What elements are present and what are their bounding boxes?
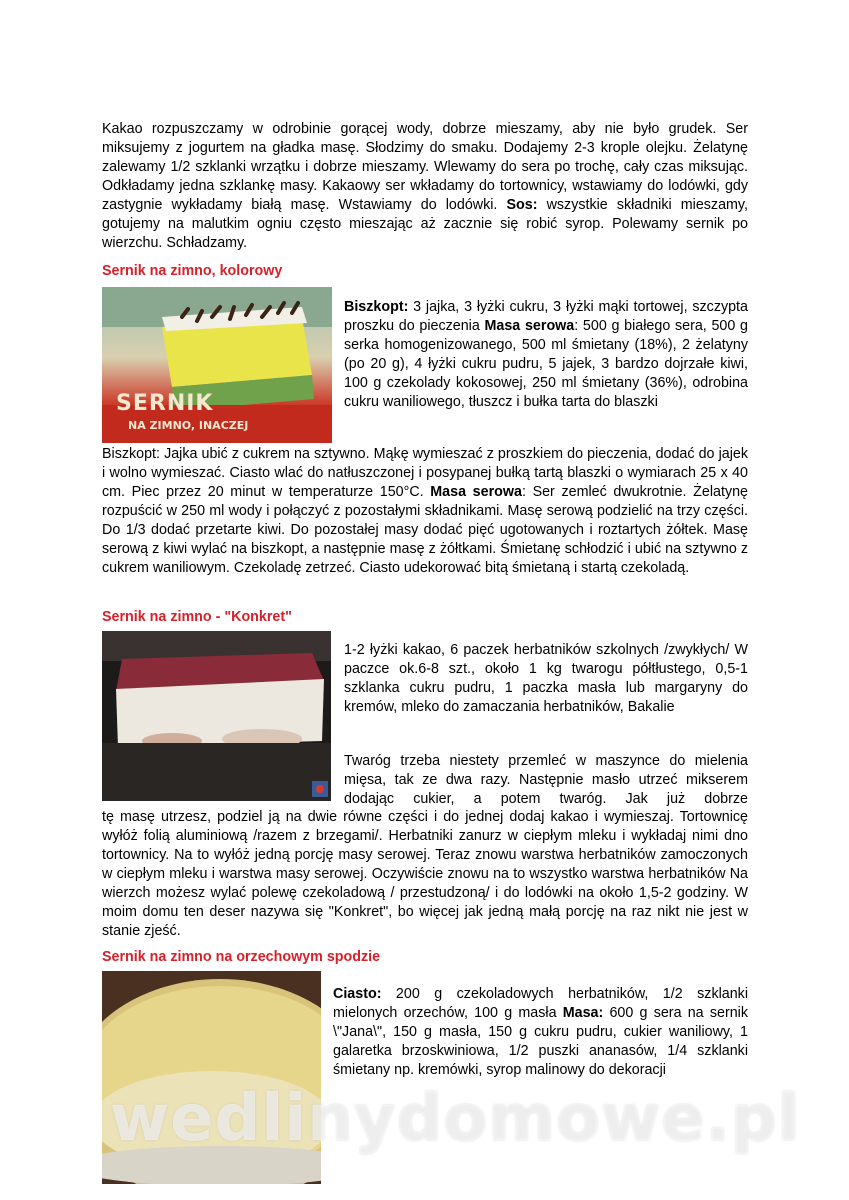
- intro-paragraph: [102, 120, 748, 253]
- masa-label: Masa:: [562, 1005, 604, 1021]
- method-kolorowy: Biszkopt: Jajka ubić z cukrem na sztywno. Mąkę wymieszać z proszkiem do pieczenia, dodać do jajek i wolno wymieszać. Ciasto wlać do natłuszczonej i posypanej bułką tartą blaszki o wymiarach 25 x 40 cm. Piec przez 20 minut w temperaturze 150°C. Masa serowa: Ser zemleć dwukrotnie. Żelatynę rozpuścić w 250 ml wody i połączyć z pozostałymi składnikami. Masę serową podzielić na trzy części. Do 1/3 dodać przetarte kiwi. Do pozostałej masy dodać pięć ugotowanych i roztartych żółtek. Masę serową z kiwi wylać na biszkopt, a następnie masę z żółtkami. Śmietanę schłodzić i ubić na sztywno z cukrem waniliowym. Czekoladę zetrzeć. Ciasto udekorować bitą śmietaną i startą czekoladą.: [102, 446, 748, 576]
- recipe-title-orzechowy: Sernik na zimno na orzechowym spodzie: [102, 949, 381, 965]
- biszkopt-label: Biszkopt:: [344, 299, 409, 315]
- recipe-title-konkret: Sernik na zimno - "Konkret": [102, 609, 292, 625]
- ingredients-kolorowy: Biszkopt: 3 jajka, 3 łyżki cukru, 3 łyżki mąki tortowej, szczypta proszku do pieczenia Masa serowa: 500 g białego sera, 500 g serka homogenizowanego, 500 ml śmietany (18%), 2 żelatyny (po 20 g), 4 łyżki cukru pudru, 5 jajek, 3 bardzo dojrzałe kiwi, 100 g czekolady kokosowej, 250 ml śmietany (36%), odrobina cukru waniliowego, tłuszcz i bułka tarta do blaszki: [344, 299, 748, 410]
- method-konkret-side: Twaróg trzeba niestety przemleć w maszynce do mielenia mięsa, tak ze dwa razy. Następnie masło utrzeć mikserem dodając cukier, a potem twaróg. Jak już dobrze: [344, 753, 748, 807]
- intro-text: Kakao rozpuszczamy w odrobinie gorącej wody, dobrze mieszamy, aby nie było grudek. Ser miksujemy z jogurtem na gładka masę. Słodzimy do smaku. Dodajemy 2-3 krople olejku. Żelatynę zalewamy 1/2 szklanki wrzątku i dobrze mieszamy. Wlewamy do sera po trochę, cały czas miksując. Odkładamy jedna szklankę masy. Kakaowy ser wkładamy do tortownicy, wstawiamy do lodówki, gdy zastygnie wykładamy białą masę. Wstawiamy do lodówki.: [102, 121, 748, 213]
- sos-label: Sos:: [506, 197, 538, 213]
- masa-serowa-label-2: Masa serowa: [430, 484, 522, 500]
- sos-text: wszystkie składniki mieszamy, gotujemy na malutkim ogniu często mieszając aż zacznie się robić syrop. Polewamy sernik po wierzchu. Schładzamy.: [102, 197, 748, 251]
- method-konkret-full: tę masę utrzesz, podziel ją na dwie równe części i do jednej dodaj kakao i wymieszaj. Tortownicę wyłóż folią aluminiową /razem z brzegami/. Herbatniki zanurz w ciepłym mleku i wykładaj nimi dno tortownicy. Na to wyłóż jedną porcję masy serowej. Teraz znowu warstwa herbatników zamoczonych w ciepłym mleku i warstwa masy serowej. Oczywiście znowu na to wszystko warstwa herbatników Na wierzch możesz wylać polewę czekoladową / przestudzoną/ i do lodówki na około 1,5-2 godziny. W moim domu ten deser nazywa się "Konkret", bo więcej jak jedną małą porcję na raz nikt nie jest w stanie zjeść.: [102, 809, 748, 939]
- photo-caption-subtitle: NA ZIMNO, INACZEJ: [128, 419, 249, 432]
- photo-caption-sernik: SERNIK: [116, 391, 214, 416]
- masa-serowa-label: Masa serowa: [484, 318, 575, 334]
- recipe-title-kolorowy: Sernik na zimno, kolorowy: [102, 263, 283, 279]
- recipe-photo-konkret: [102, 631, 331, 801]
- ingredients-konkret: 1-2 łyżki kakao, 6 paczek herbatników szkolnych /zwykłych/ W paczce ok.6-8 szt., około 1 kg twarogu półtłustego, 0,5-1 szklanka cukru pudru, 1 paczka masła lub margaryny do kremów, mleko do zamaczania herbatników, Bakalie: [344, 642, 748, 715]
- recipe-photo-kolorowy: [102, 287, 332, 443]
- ingredients-orzechowy: Ciasto: 200 g czekoladowych herbatników, 1/2 szklanki mielonych orzechów, 100 g masła Masa: 600 g sera na sernik \"Jana\", 150 g masła, 150 g cukru pudru, cukier waniliowy, 1 galaretka brzoskwiniowa, 1/2 puszki ananasów, 1/4 szklanki śmietany np. kremówki, syrop malinowy do dekoracji: [333, 986, 748, 1078]
- watermark: wedlinydomowe.pl: [110, 1082, 801, 1156]
- cake-illustration-konkret: [102, 631, 331, 801]
- ciasto-label: Ciasto:: [333, 986, 382, 1002]
